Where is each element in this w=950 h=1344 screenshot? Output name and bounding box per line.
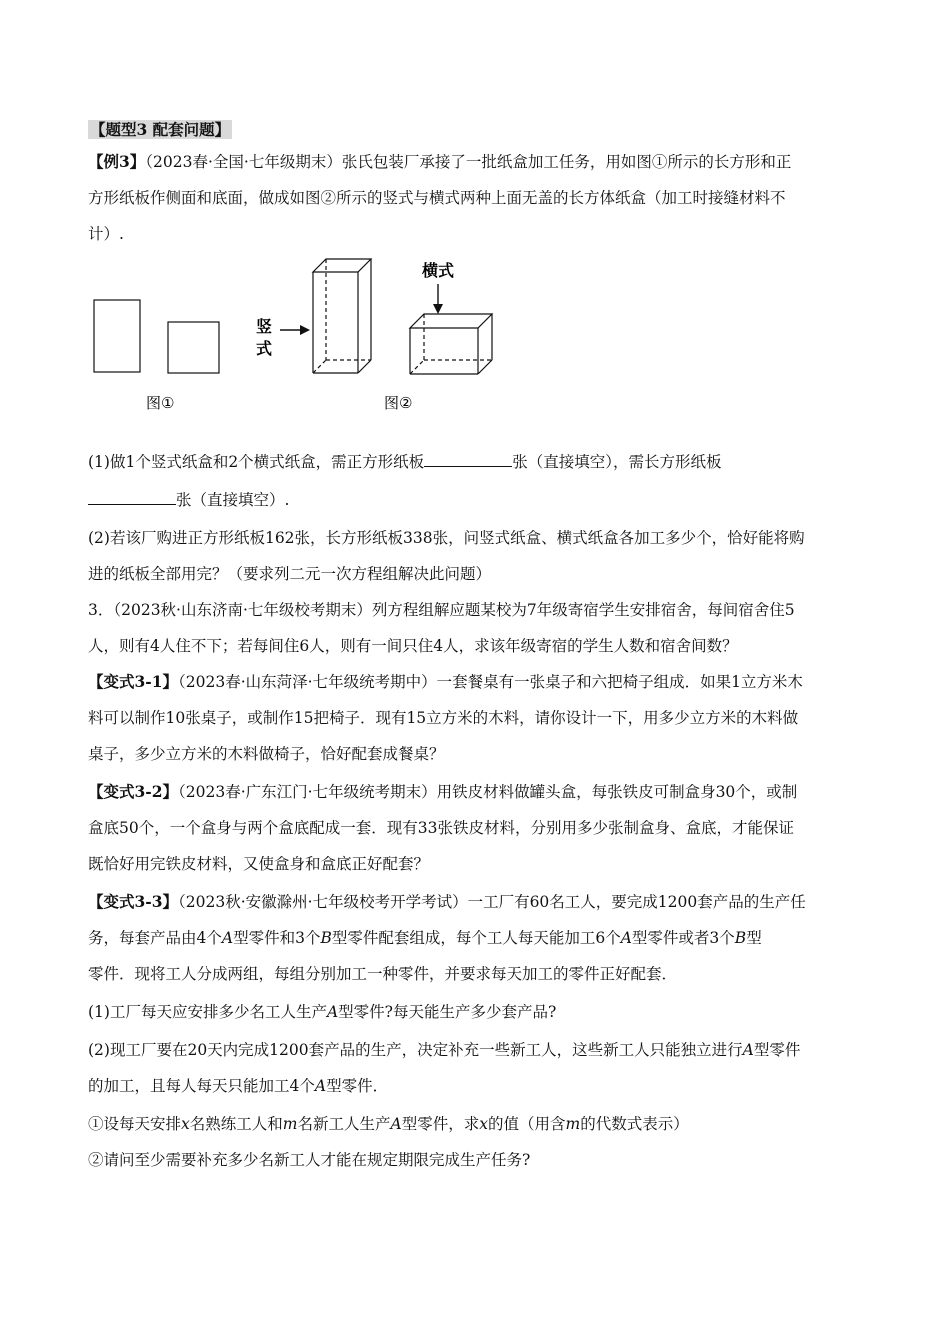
- vertical-box: [313, 259, 371, 373]
- section-heading: [88, 112, 863, 148]
- example3-tag: 【例3】: [88, 152, 146, 171]
- q1-line1: [88, 444, 863, 480]
- v33-sub2-line1: [88, 1032, 863, 1068]
- v31-tag: 【变式3-1】: [88, 672, 179, 691]
- c1-d: 型零件，求: [401, 1115, 480, 1133]
- v32-text-1: （2023春·广东江门·七年级统考期末）用铁皮材料做罐头盒，每张铁皮可制盒身30个，或制: [178, 783, 798, 801]
- v31-line1: [88, 664, 863, 700]
- var-b: B: [734, 929, 747, 947]
- v33-tag: 【变式3-3】: [88, 892, 179, 911]
- square-board: [168, 322, 219, 373]
- rectangle-board: [94, 300, 140, 372]
- example3-text-1: 张氏包装厂承接了一批纸盒加工任务，用如图①所示的长方形和正: [341, 153, 792, 171]
- v33-sub2-line2-a: 的加工，且每人每天只能加工4个: [88, 1077, 315, 1095]
- example3-source: （2023春·全国·七年级期末）: [145, 153, 342, 171]
- c1-c: 名新工人生产: [297, 1115, 391, 1133]
- arrow-vertical: [280, 325, 310, 335]
- answer-blank-1[interactable]: [424, 452, 512, 467]
- v32-line3: 既恰好用完铁皮材料，又使盒身和盒底正好配套？: [88, 855, 430, 873]
- var-a: A: [314, 1077, 327, 1095]
- example3-line3: 计）.: [88, 225, 124, 243]
- c1-e: 的值（用含: [487, 1115, 566, 1133]
- var-a: A: [742, 1041, 754, 1059]
- var-x: x: [479, 1115, 488, 1133]
- var-a: A: [326, 1003, 339, 1021]
- q1-text-1: (1)做1个竖式纸盒和2个横式纸盒，需正方形纸板: [88, 453, 425, 471]
- v33-line3: 零件．现将工人分成两组，每组分别加工一种零件，并要求每天加工的零件正好配套．: [88, 965, 678, 983]
- v33-sub1-b: 型零件?每天能生产多少套产品?: [338, 1003, 557, 1021]
- v33-text-2a: 务，每套产品由4个: [88, 929, 222, 947]
- example3-line1: [88, 144, 863, 180]
- label-horizontal: 横式: [422, 261, 455, 280]
- var-b: B: [320, 929, 332, 947]
- var-a: A: [221, 929, 234, 947]
- v31-line3: 桌子，多少立方米的木料做椅子，恰好配套成餐桌？: [88, 745, 445, 763]
- v33-text-2b: 型零件和3个: [233, 929, 321, 947]
- c1-a: ①设每天安排: [88, 1115, 182, 1133]
- q1-text-3: 张（直接填空）.: [176, 491, 290, 509]
- v31-line2: 料可以制作10张桌子，或制作15把椅子．现有15立方米的木料，请你设计一下，用多少立方米的木料做: [88, 709, 799, 727]
- p3-line1: 3．（2023秋·山东济南·七年级校考期末）列方程组解应题某校为7年级寄宿学生安排宿舍，每间宿舍住5: [88, 601, 795, 619]
- var-a: A: [620, 929, 632, 947]
- v33-sub2-line2-b: 型零件．: [326, 1077, 389, 1095]
- box-figure: [88, 250, 528, 420]
- v32-line1: [88, 774, 863, 810]
- v33-text-2e: 型: [746, 929, 762, 947]
- v32-tag: 【变式3-2】: [88, 782, 179, 801]
- answer-blank-2[interactable]: [88, 490, 176, 505]
- v33-sub2-a: (2)现工厂要在20天内完成1200套产品的生产，决定补充一些新工人，这些新工人只能独立进行: [88, 1041, 743, 1059]
- v33-sub1-a: (1)工厂每天应安排多少名工人生产: [88, 1003, 327, 1021]
- var-x: x: [181, 1115, 190, 1133]
- v31-text-1: （2023春·山东菏泽·七年级统考期中）一套餐桌有一张桌子和六把椅子组成．如果1立方米木: [178, 673, 803, 691]
- v33-text-2d: 型零件或者3个: [631, 929, 735, 947]
- c1-f: 的代数式表示）: [580, 1115, 689, 1133]
- arrow-horizontal: [433, 284, 443, 314]
- q1-line2: [88, 482, 863, 518]
- label-vertical-2: 式: [256, 339, 273, 358]
- v33-line1: [88, 884, 863, 920]
- v33-circle1: [88, 1106, 863, 1142]
- c1-b: 名熟练工人和: [189, 1115, 283, 1133]
- label-vertical-1: 竖: [256, 317, 273, 336]
- v33-sub2-b: 型零件: [753, 1041, 801, 1059]
- v33-line2: [88, 920, 863, 956]
- q1-text-2: 张（直接填空），需长方形纸板: [512, 453, 722, 471]
- v32-line2: 盒底50个，一个盒身与两个盒底配成一套．现有33张铁皮材料，分别用多少张制盒身、盒底，才能保证: [88, 819, 794, 837]
- v33-sub2-line2: [88, 1068, 863, 1104]
- var-a: A: [390, 1115, 402, 1133]
- caption-figure-1: 图①: [146, 394, 175, 412]
- horizontal-box: [410, 314, 492, 374]
- v33-text-2c: 型零件配套组成，每个工人每天能加工6个: [331, 929, 621, 947]
- var-m: m: [282, 1115, 298, 1133]
- var-m: m: [565, 1115, 581, 1133]
- v33-sub1: [88, 994, 863, 1030]
- caption-figure-2: 图②: [384, 394, 413, 412]
- example3-line2: 方形纸板作侧面和底面，做成如图②所示的竖式与横式两种上面无盖的长方体纸盒（加工时接缝材料不: [88, 189, 786, 207]
- p3-line2: 人，则有4人住不下；若每间住6人，则有一间只住4人，求该年级寄宿的学生人数和宿舍间数？: [88, 637, 738, 655]
- v33-circle2: ②请问至少需要补充多少名新工人才能在规定期限完成生产任务?: [88, 1151, 531, 1169]
- v33-text-1: （2023秋·安徽滁州·七年级校考开学考试）一工厂有60名工人，要完成1200套产品的生产任: [178, 893, 806, 911]
- heading-text: 【题型3 配套问题】: [90, 120, 231, 139]
- q2-line1: (2)若该厂购进正方形纸板162张，长方形纸板338张，问竖式纸盒、横式纸盒各加工多少个，恰好能将购: [88, 529, 805, 547]
- q2-line2: 进的纸板全部用完？（要求列二元一次方程组解决此问题）: [88, 565, 492, 583]
